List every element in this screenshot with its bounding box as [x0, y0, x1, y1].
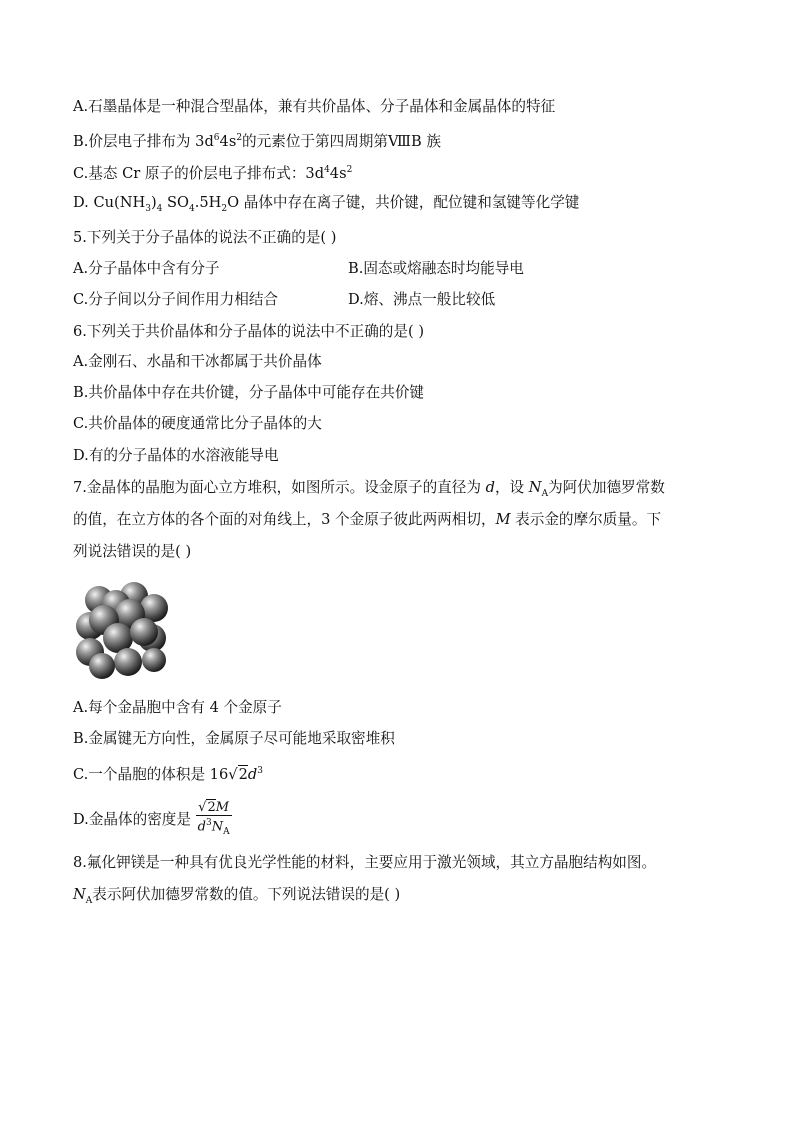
atom-front-6 [142, 648, 166, 672]
gold-fcc-cell-figure [74, 580, 170, 680]
atom-front-5 [89, 653, 115, 679]
q7-option-a: A.每个金晶胞中含有 4 个金原子 [73, 699, 282, 716]
q4-b-post: 的元素位于第四周期第ⅧB 族 [242, 132, 441, 150]
q6-option-d: D.有的分子晶体的水溶液能导电 [73, 447, 279, 464]
q4-option-d [73, 193, 579, 219]
q4-c-mid: 4s [329, 164, 347, 182]
q7-d-fraction [196, 800, 232, 840]
q4-d-pre: D. Cu(NH [73, 194, 146, 211]
q7-l2-b: 表示金的摩尔质量。下 [510, 511, 662, 528]
q7-d-den-N: N [211, 819, 224, 835]
sphere-group [76, 582, 168, 679]
q7-option-c: C.一个晶胞的体积是 $16√2d^3$ [73, 765, 263, 783]
q4-option-a-text: A.石墨晶体是一种混合型晶体，兼有共价晶体、分子晶体和金属晶体的特征 [73, 98, 556, 115]
q7-d-pre: D.金晶体的密度是 [73, 810, 191, 828]
q5-row-1 [73, 259, 713, 279]
q5-row-2 [73, 290, 713, 310]
q4-d-sub2: 4 [156, 203, 163, 214]
q8-l2-sub: A [85, 895, 93, 906]
q7-d-den-exp: 3 [205, 818, 212, 828]
q4-d-post: O 晶体中存在离子键，共价键，配位键和氢键等化学键 [227, 194, 580, 211]
q4-b-mid: 4s [219, 132, 237, 150]
q7-d-num-rad: 2 [207, 800, 216, 815]
q6-option-c: C.共价晶体的硬度通常比分子晶体的大 [73, 415, 322, 432]
q7-c-pre: C.一个晶胞的体积是 16 [73, 765, 229, 783]
q7-l2-M: M [495, 511, 511, 528]
q4-d-so: SO [162, 194, 189, 211]
q4-d-sub1: 3 [145, 203, 151, 214]
q7-d-numerator: √2M [196, 800, 232, 816]
q4-c-pre: C.基态 Cr 原子的价层电子排布式：3d [73, 164, 325, 182]
q8-l2-b: 表示阿伏加德罗常数的值。下列说法错误的是( ) [92, 886, 401, 903]
q4-b-sup1: 6 [213, 133, 220, 143]
q4-d-sub3: 4 [189, 203, 195, 214]
q7-d-den-d: d [197, 819, 206, 835]
q5-option-a: A.分子晶体中含有分子 [73, 260, 220, 277]
q4-c-sup1: 4 [324, 165, 330, 175]
q7-l1-b: ，设 [494, 479, 529, 496]
q7-l1-c: 为阿伏加德罗常数 [548, 479, 665, 496]
q7-c-d: d [247, 765, 258, 783]
q4-d-h2o: .5H [194, 194, 222, 211]
q4-c-sup2: 2 [346, 165, 353, 175]
q4-option-a [73, 97, 555, 117]
q7-option-b: B.金属键无方向性，金属原子尽可能地采取密堆积 [73, 730, 395, 747]
q7-l1-d: d [485, 479, 495, 496]
q6-stem: 6.下列关于共价晶体和分子晶体的说法中不正确的是( ) [73, 323, 425, 340]
q6-option-b: B.共价晶体中存在共价键，分子晶体中可能存在共价键 [73, 384, 425, 401]
q8-l2-N: N [73, 886, 86, 903]
q4-b-sup2: 2 [236, 133, 243, 143]
q4-option-b [73, 128, 441, 152]
q8-stem-line-1: 8.氟化钾镁是一种具有优良光学性能的材料，主要应用于激光领域，其立方晶胞结构如图。 [73, 854, 657, 871]
q7-c-radicand: 2 [238, 765, 248, 783]
q7-option-d [73, 800, 232, 840]
q7-d-denominator [196, 816, 232, 840]
q7-l1-N: N [528, 479, 542, 496]
q4-d-sub4: 2 [221, 203, 228, 214]
q4-b-pre: B.价层电子排布为 3d [73, 132, 214, 150]
q7-l1-a: 7.金晶体的晶胞为面心立方堆积，如图所示。设金原子的直径为 [73, 479, 486, 496]
q5-option-d: D.熔、沸点一般比较低 [348, 291, 496, 308]
atom-front-4 [114, 648, 142, 676]
q5-option-b: B.固态或熔融态时均能导电 [348, 260, 524, 277]
q7-d-den-sub: A [223, 826, 230, 837]
q8-stem-line-2 [73, 885, 400, 911]
q7-l1-Nsub: A [541, 488, 549, 499]
q7-c-exp: 3 [257, 766, 263, 776]
atom-front-3 [130, 618, 158, 646]
q4-option-c [73, 160, 352, 184]
q7-l2-a: 的值，在立方体的各个面的对角线上，3 个金原子彼此两两相切， [73, 511, 496, 528]
q7-stem-line-3: 列说法错误的是( ) [73, 543, 192, 560]
q7-stem-line-1 [73, 478, 665, 504]
q6-option-a: A.金刚石、水晶和干冰都属于共价晶体 [73, 353, 322, 370]
gold-atoms-illustration [74, 580, 170, 680]
q5-option-c: C.分子间以分子间作用力相结合 [73, 291, 279, 308]
q7-stem-line-2 [73, 510, 661, 530]
q4-d-close: ) [150, 194, 157, 211]
q5-stem: 5.下列关于分子晶体的说法不正确的是( ) [73, 229, 337, 246]
q7-d-num-M: M [215, 800, 230, 815]
